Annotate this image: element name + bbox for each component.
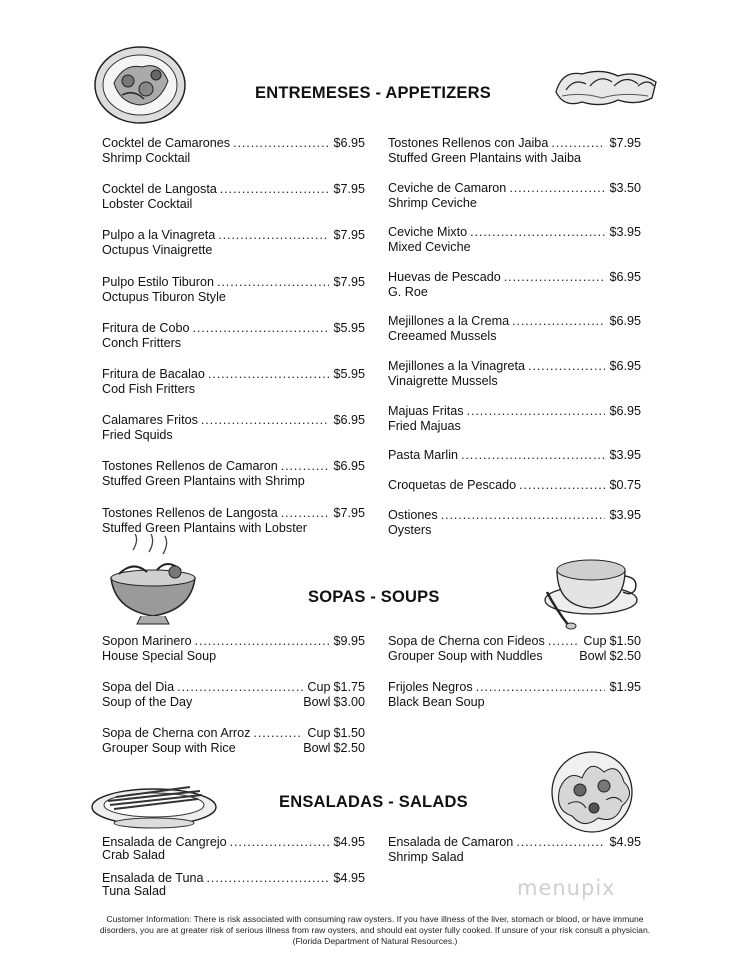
shrimp-icon <box>552 64 662 114</box>
soups-right-column <box>388 634 641 726</box>
salads-title: ENSALADAS - SALADS <box>279 793 468 811</box>
item-size: Cup <box>583 634 607 648</box>
item-english: Stuffed Green Plantains with Shrimp <box>102 474 305 489</box>
item-price: $7.95 <box>333 274 365 289</box>
item-english: Black Bean Soup <box>388 695 485 709</box>
menu-item <box>102 680 365 726</box>
item-name: Cocktel de Langosta <box>102 182 217 197</box>
item-price: $4.95 <box>333 835 365 849</box>
menu-item <box>102 275 365 321</box>
item-english: Vinaigrette Mussels <box>388 373 498 388</box>
item-price: $7.95 <box>333 505 365 520</box>
menu-item <box>102 136 365 182</box>
item-english: Fried Squids <box>102 428 173 443</box>
menu-item <box>388 478 641 508</box>
item-price: $3.50 <box>609 180 641 195</box>
item-size: Bowl <box>303 741 331 755</box>
item-price: $6.95 <box>609 314 641 329</box>
seafood-platter-icon <box>94 45 194 125</box>
item-name: Majuas Fritas <box>388 403 464 418</box>
item-name: Sopa del Dia <box>102 680 175 694</box>
item-english: House Special Soup <box>102 649 217 663</box>
menu-item <box>102 413 365 459</box>
item-english: Crab Salad <box>102 848 166 862</box>
item-english: G. Roe <box>388 284 428 299</box>
item-size: Bowl <box>579 649 607 663</box>
item-english: Grouper Soup with Nuddles <box>388 649 543 663</box>
item-english: Shrimp Salad <box>388 850 464 864</box>
item-english: Conch Fritters <box>102 335 182 350</box>
item-english: Creeamed Mussels <box>388 329 497 344</box>
item-name: Pasta Marlin <box>388 448 458 463</box>
item-price: $1.95 <box>609 680 641 694</box>
item-name: Tostones Rellenos de Camaron <box>102 459 278 474</box>
salad-icon <box>546 748 646 838</box>
item-name: Ceviche de Camaron <box>388 180 507 195</box>
menu-item <box>388 835 641 867</box>
item-name: Tostones Rellenos con Jaiba <box>388 136 549 150</box>
seafood-bowl-icon <box>103 540 203 625</box>
item-english: Stuffed Green Plantains with Lobster <box>102 520 307 535</box>
item-name: Croquetas de Pescado <box>388 477 517 492</box>
menu-item <box>102 321 365 367</box>
menu-item <box>102 182 365 228</box>
item-english: Lobster Cocktail <box>102 197 193 212</box>
item-name: Ostiones <box>388 507 438 522</box>
item-price: $6.95 <box>609 403 641 418</box>
menu-item <box>102 367 365 413</box>
item-english: Oysters <box>388 522 432 537</box>
notice-line: Customer Information: There is risk associated with consuming raw oysters. If you have illness of the liver, stomach or blood, or have immune <box>106 914 644 924</box>
item-price: $4.95 <box>333 870 365 885</box>
item-price: $6.95 <box>333 459 365 474</box>
item-english: Mixed Ceviche <box>388 240 471 255</box>
salads-right-column <box>388 835 641 867</box>
menu-item <box>102 634 365 680</box>
item-price: $9.95 <box>333 634 365 648</box>
item-name: Frijoles Negros <box>388 680 473 694</box>
item-name: Fritura de Bacalao <box>102 366 205 381</box>
item-english: Cod Fish Fritters <box>102 381 196 396</box>
item-name: Pulpo a la Vinagreta <box>102 228 216 243</box>
item-price: $2.50 <box>609 649 641 663</box>
item-price: $3.95 <box>609 448 641 463</box>
item-price: $7.95 <box>333 228 365 243</box>
item-price: $4.95 <box>609 835 641 849</box>
menu-item <box>388 359 641 404</box>
item-price: $7.95 <box>333 182 365 197</box>
item-english: Stuffed Green Plantains with Jaiba <box>388 151 581 165</box>
item-price: $0.75 <box>609 477 641 492</box>
item-english: Grouper Soup with Rice <box>102 741 236 755</box>
item-price: $5.95 <box>333 366 365 381</box>
item-size: Cup <box>307 680 331 694</box>
item-name: Sopa de Cherna con Arroz <box>102 726 251 740</box>
notice-line: disorders, you are at greater risk of serious illness from raw oysters, and should eat oyster fully cooked. If unsure of your risk consult a physician. <box>99 925 651 935</box>
item-name: Huevas de Pescado <box>388 269 501 284</box>
item-price: $3.95 <box>609 225 641 240</box>
appetizers-title: ENTREMESES - APPETIZERS <box>255 84 491 102</box>
menu-item <box>102 506 365 552</box>
item-price: $6.95 <box>609 358 641 373</box>
notice-line: (Florida Department of Natural Resources.) <box>292 936 458 946</box>
salads-left-column <box>102 835 365 901</box>
item-size: Cup <box>307 726 331 740</box>
item-price: $3.00 <box>333 695 365 709</box>
soups-title: SOPAS - SOUPS <box>308 588 440 606</box>
menu-item <box>388 680 641 726</box>
item-name: Fritura de Cobo <box>102 320 190 335</box>
menu-item <box>388 448 641 478</box>
item-price: $7.95 <box>609 136 641 150</box>
item-english: Tuna Salad <box>102 883 166 898</box>
item-english: Soup of the Day <box>102 695 193 709</box>
item-price: $6.95 <box>609 269 641 284</box>
menu-item <box>388 270 641 315</box>
menu-item <box>102 726 365 772</box>
item-english: Shrimp Cocktail <box>102 151 191 165</box>
item-price: $5.95 <box>333 320 365 335</box>
item-name: Sopa de Cherna con Fideos <box>388 634 545 648</box>
appetizers-left-column <box>102 136 365 552</box>
item-name: Cocktel de Camarones <box>102 136 231 150</box>
item-name: Sopon Marinero <box>102 634 192 648</box>
item-name: Ensalada de Camaron <box>388 835 514 849</box>
menu-item <box>102 835 365 871</box>
appetizers-right-column <box>388 136 641 552</box>
item-price: $1.50 <box>609 634 641 648</box>
menu-item <box>102 459 365 505</box>
plate-icon <box>90 773 220 833</box>
watermark: menupix <box>517 876 616 900</box>
item-price: $2.50 <box>333 741 365 755</box>
item-price: $6.95 <box>333 136 365 150</box>
item-english: Octupus Tiburon Style <box>102 289 226 304</box>
item-name: Calamares Fritos <box>102 413 198 428</box>
soup-cup-icon <box>543 548 643 633</box>
item-price: $3.95 <box>609 507 641 522</box>
item-name: Mejillones a la Crema <box>388 314 510 329</box>
item-name: Tostones Rellenos de Langosta <box>102 505 278 520</box>
menu-item <box>102 871 365 901</box>
item-name: Ensalada de Tuna <box>102 870 204 885</box>
item-price: $6.95 <box>333 413 365 428</box>
item-english: Shrimp Ceviche <box>388 195 477 210</box>
menu-item <box>388 136 641 181</box>
item-name: Pulpo Estilo Tiburon <box>102 274 215 289</box>
menu-item <box>388 508 641 553</box>
soups-left-column <box>102 634 365 772</box>
item-price: $1.75 <box>333 680 365 694</box>
item-size: Bowl <box>303 695 331 709</box>
item-name: Ceviche Mixto <box>388 225 468 240</box>
menu-item <box>388 404 641 449</box>
item-english: Octupus Vinaigrette <box>102 243 213 258</box>
item-price: $1.50 <box>333 726 365 740</box>
menu-item <box>388 314 641 359</box>
customer-information-notice <box>70 914 680 947</box>
menu-item <box>388 225 641 270</box>
item-name: Mejillones a la Vinagreta <box>388 358 525 373</box>
menu-item <box>388 634 641 680</box>
menu-item <box>102 228 365 274</box>
menu-item <box>388 181 641 226</box>
item-english: Fried Majuas <box>388 418 461 433</box>
item-name: Ensalada de Cangrejo <box>102 835 227 849</box>
